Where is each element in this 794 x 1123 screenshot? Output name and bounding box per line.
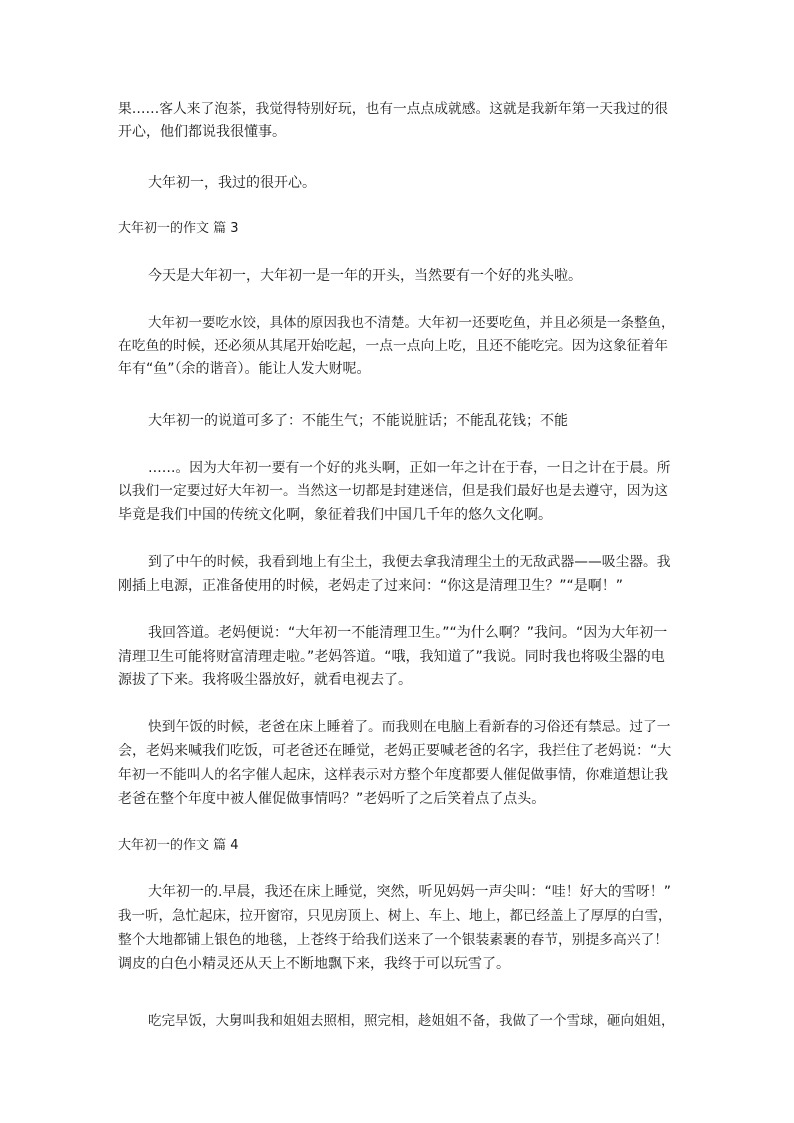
paragraph-line: 快到午饭的时候，老爸在床上睡着了。而我则在电脑上看新春的习俗还有禁忌。过了一 [148, 719, 671, 735]
paragraph-line: 整个大地都铺上银色的地毯，上苍终于给我们送来了一个银装素裹的春节，别提多高兴了！ [118, 932, 669, 948]
paragraph-line: 以我们一定要过好大年初一。当然这一切都是封建迷信，但是我们最好也是去遵守，因为这 [118, 483, 669, 499]
paragraph-line: 老爸在整个年度中被人催促做事情吗？”老妈听了之后笑着点了点头。 [118, 791, 546, 807]
paragraph-line: 在吃鱼的时候，还必须从其尾开始吃起，一点一点向上吃，且还不能吃完。因为这象征着年 [118, 338, 669, 354]
paragraph-line: 年初一不能叫人的名字催人起床，这样表示对方整个年度都要人催促做事情，你难道想让我 [118, 767, 669, 783]
paragraph-line: 会，老妈来喊我们吃饭，可老爸还在睡觉，老妈正要喊老爸的名字，我拦住了老妈说：“大 [118, 743, 672, 759]
paragraph-line: 我一听，急忙起床，拉开窗帘，只见房顶上、树上、车上、地上，都已经盖上了厚厚的白雪， [118, 908, 672, 924]
paragraph-line: 吃完早饭，大舅叫我和姐姐去照相，照完相，趁姐姐不备，我做了一个雪球，砸向姐姐， [148, 1013, 675, 1029]
paragraph-line: 开心，他们都说我很懂事。 [118, 124, 286, 140]
paragraph-line: ……。因为大年初一要有一个好的兆头啊，正如一年之计在于春，一日之计在于晨。所 [148, 460, 671, 476]
paragraph-line: 刚插上电源，正准备使用的时候，老妈走了过来问：“你这是清理卫生？”“是啊！” [118, 578, 624, 594]
section-heading: 大年初一的作文 篇 4 [118, 838, 239, 853]
section-heading: 大年初一的作文 篇 3 [118, 221, 239, 236]
paragraph-line: 今天是大年初一，大年初一是一年的开头，当然要有一个好的兆头啦。 [148, 268, 582, 284]
paragraph-line: 大年初一，我过的很开心。 [148, 175, 316, 191]
paragraph-line: 大年初一的.早晨，我还在床上睡觉，突然，听见妈妈一声尖叫：“哇！好大的雪呀！” [148, 884, 671, 900]
paragraph-line: 我回答道。老妈便说：“大年初一不能清理卫生。”“为什么啊？”我问。“因为大年初一 [148, 625, 668, 641]
paragraph-line: 毕竟是我们中国的传统文化啊，象征着我们中国几千年的悠久文化啊。 [118, 507, 552, 523]
paragraph-line: 调皮的白色小精灵还从天上不断地飘下来，我终于可以玩雪了。 [118, 956, 510, 972]
paragraph-line: 源拔了下来。我将吸尘器放好，就看电视去了。 [118, 672, 412, 688]
paragraph-line: 果……客人来了泡茶，我觉得特别好玩，也有一点点成就感。这就是我新年第一天我过的很 [118, 101, 669, 117]
paragraph-line: 大年初一要吃水饺，具体的原因我也不清楚。大年初一还要吃鱼，并且必须是一条整鱼， [148, 315, 675, 331]
paragraph-line: 清理卫生可能将财富清理走啦。”老妈答道。“哦，我知道了”我说。同时我也将吸尘器的电 [118, 649, 665, 665]
paragraph-line: 年有“鱼”（余的谐音）。能让人发大财呢。 [118, 361, 371, 377]
paragraph-line: 到了中午的时候，我看到地上有尘土，我便去拿我清理尘土的无敌武器——吸尘器。我 [148, 554, 671, 570]
paragraph-line: 大年初一的说道可多了：不能生气；不能说脏话；不能乱花钱；不能 [148, 413, 568, 429]
